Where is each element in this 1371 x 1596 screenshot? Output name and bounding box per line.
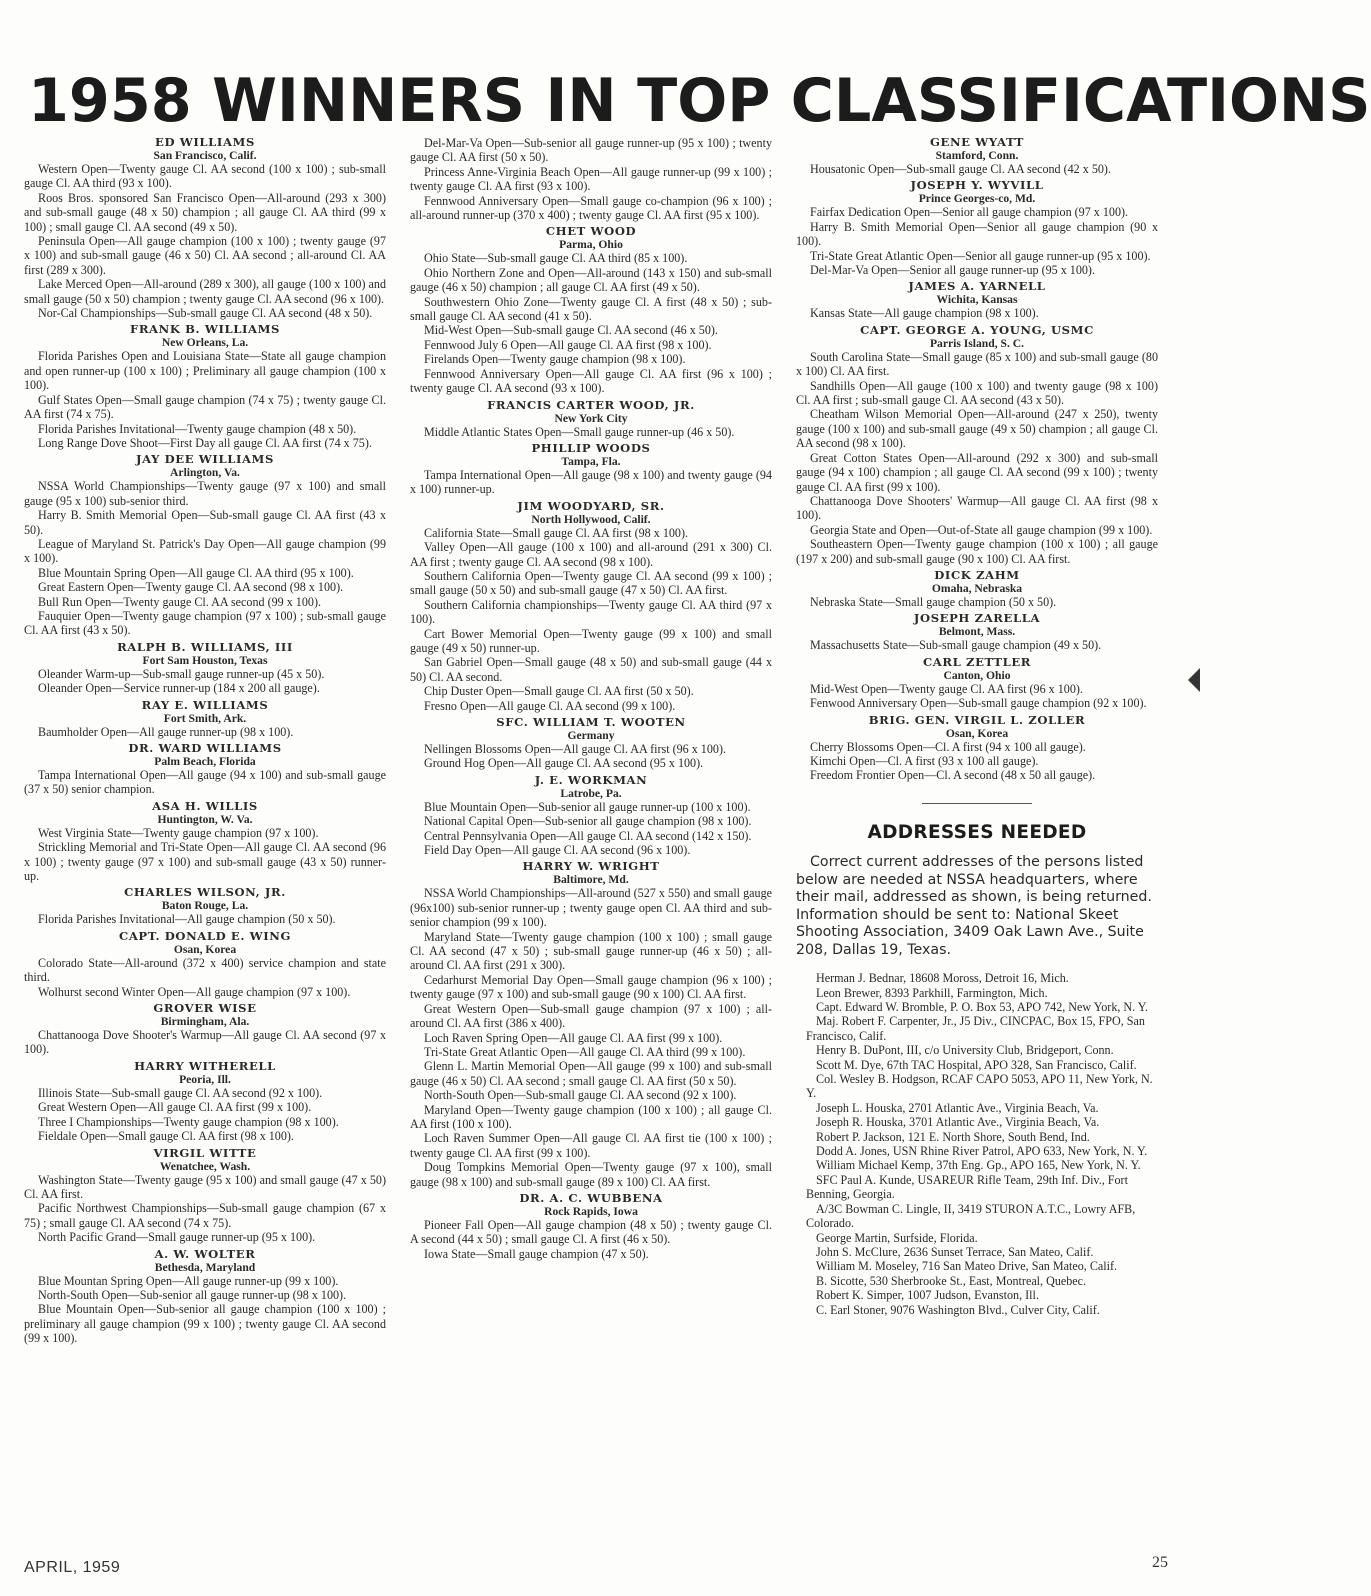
- winner-name: RAY E. WILLIAMS: [141, 697, 269, 712]
- winner-entry: [24, 136, 386, 320]
- winner-entry: [24, 930, 386, 999]
- event-result: Del-Mar-Va Open—Sub-senior all gauge runner-up (95 x 100) ; twenty gauge Cl. AA first (50 x 50).: [410, 136, 772, 165]
- event-result: Ohio State—Sub-small gauge Cl. AA third (85 x 100).: [424, 251, 688, 266]
- address-item: Capt. Edward W. Bromble, P. O. Box 53, APO 742, New York, N. Y.: [816, 1000, 1148, 1014]
- winner-entry: [410, 860, 772, 1189]
- event-result: Ohio Northern Zone and Open—All-around (143 x 150) and sub-small gauge (46 x 50) champion ; all gauge Cl. AA first (49 x 50).: [410, 265, 772, 295]
- winner-name: ASA H. WILLIS: [152, 798, 258, 813]
- winner-location: Wenatchee, Wash.: [159, 1159, 251, 1173]
- column-1: [24, 136, 386, 1349]
- event-result: Tri-State Great Atlantic Open—All gauge Cl. AA third (99 x 100).: [424, 1044, 746, 1059]
- winner-entry: [24, 1248, 386, 1346]
- winner-entry: [796, 179, 1158, 277]
- winner-entry: [796, 136, 1158, 176]
- address-item: Herman J. Bednar, 18608 Moross, Detroit 16, Mich.: [816, 971, 1069, 986]
- event-result: Great Western Open—All gauge Cl. AA first (99 x 100).: [38, 1100, 312, 1115]
- event-result: Harry B. Smith Memorial Open—Senior all gauge champion (90 x 100).: [796, 219, 1158, 249]
- event-result: Sandhills Open—All gauge (100 x 100) and twenty gauge (98 x 100) Cl. AA first ; sub-small gauge Cl. AA second (43 x 50).: [796, 378, 1158, 408]
- event-result: Oleander Warm-up—Sub-small gauge runner-up (45 x 50).: [38, 666, 325, 681]
- winner-name: ED WILLIAMS: [155, 135, 255, 149]
- winner-entry: [796, 569, 1158, 609]
- event-result: Massachusetts State—Sub-small gauge champion (49 x 50).: [810, 638, 1102, 653]
- issue-date: APRIL, 1959: [24, 1559, 121, 1576]
- winner-location: Osan, Korea: [945, 726, 1009, 740]
- event-result: Field Day Open—All gauge Cl. AA second (96 x 100).: [424, 843, 691, 858]
- event-result: Cedarhurst Memorial Day Open—Small gauge champion (96 x 100) ; twenty gauge (97 x 100) and sub-small gauge (90 x 100) Cl. AA first.: [410, 972, 772, 1002]
- winner-name: FRANK B. WILLIAMS: [129, 322, 280, 337]
- winner-name: CARL ZETTLER: [922, 654, 1031, 669]
- winner-location: Bethesda, Maryland: [154, 1260, 256, 1274]
- winner-entry: [796, 612, 1158, 652]
- event-result: Bull Run Open—Twenty gauge Cl. AA second (99 x 100).: [38, 594, 321, 609]
- event-result: Chip Duster Open—Small gauge Cl. AA first (50 x 50).: [424, 684, 694, 699]
- winner-entry: [410, 442, 772, 497]
- winner-entry: [410, 774, 772, 858]
- winner-name: BRIG. GEN. VIRGIL L. ZOLLER: [868, 712, 1086, 727]
- winner-name: CHET WOOD: [545, 224, 637, 239]
- winner-entry: [24, 1147, 386, 1245]
- winner-entry: [24, 886, 386, 926]
- winner-location: Rock Rapids, Iowa: [544, 1204, 638, 1218]
- winner-location: Latrobe, Pa.: [560, 786, 622, 800]
- event-result: Great Western Open—Sub-small gauge champion (97 x 100) ; all-around Cl. AA first (386 x 400).: [410, 1001, 772, 1031]
- event-result: Tampa International Open—All gauge (98 x 100) and twenty gauge (94 x 100) runner-up.: [410, 467, 772, 497]
- event-result: Fauquier Open—Twenty gauge champion (97 x 100) ; sub-small gauge Cl. AA first (43 x 50).: [24, 608, 386, 638]
- event-result: Kimchi Open—Cl. A first (93 x 100 all gauge).: [810, 753, 1039, 768]
- event-result: Long Range Dove Shoot—First Day all gauge Cl. AA first (74 x 75).: [38, 435, 372, 450]
- winner-location: Osan, Korea: [173, 942, 237, 956]
- address-item: Leon Brewer, 8393 Parkhill, Farmington, Mich.: [816, 985, 1048, 1000]
- winner-entry: [410, 399, 772, 439]
- event-result: Great Eastern Open—Twenty gauge Cl. AA second (98 x 100).: [38, 580, 344, 595]
- event-result: Ground Hog Open—All gauge Cl. AA second (95 x 100).: [424, 756, 704, 771]
- address-item: C. Earl Stoner, 9076 Washington Blvd., Culver City, Calif.: [816, 1302, 1100, 1317]
- address-item: Dodd A. Jones, USN Rhine River Patrol, APO 633, New York, N. Y.: [816, 1144, 1148, 1159]
- event-result: Kansas State—All gauge champion (98 x 100).: [810, 306, 1039, 321]
- event-result: Southern California championships—Twenty gauge Cl. AA third (97 x 100).: [410, 597, 772, 627]
- winner-name: DICK ZAHM: [934, 567, 1020, 582]
- winner-location: Stamford, Conn.: [935, 149, 1019, 162]
- event-result: Peninsula Open—All gauge champion (100 x 100) ; twenty gauge (97 x 100) and sub-small gauge (46 x 50) Cl. AA second ; all-around Cl. AA first (289 x 300).: [24, 234, 386, 277]
- winner-name: CHARLES WILSON, JR.: [124, 885, 286, 900]
- event-result: NSSA World Championships—Twenty gauge (97 x 100) and small gauge (95 x 100) sub-senior third.: [24, 479, 386, 508]
- winner-location: Baton Rouge, La.: [161, 899, 249, 913]
- event-result: Central Pennsylvania Open—All gauge Cl. AA second (142 x 150).: [424, 828, 752, 843]
- event-result: Princess Anne-Virginia Beach Open—All gauge runner-up (99 x 100) ; twenty gauge Cl. AA first (93 x 100).: [410, 164, 772, 194]
- event-result: Wolhurst second Winter Open—All gauge champion (97 x 100).: [38, 984, 351, 999]
- divider: [922, 803, 1032, 804]
- event-result: Pacific Northwest Championships—Sub-small gauge champion (67 x 75) ; small gauge Cl. AA second (74 x 75).: [24, 1201, 386, 1230]
- event-result: Fennwood Anniversary Open—All gauge Cl. AA first (96 x 100) ; twenty gauge Cl. AA second (93 x 100).: [410, 366, 772, 396]
- winner-entry: [410, 136, 772, 222]
- address-item: Joseph L. Houska, 2701 Atlantic Ave., Virginia Beach, Va.: [816, 1100, 1099, 1115]
- event-result: Mid-West Open—Sub-small gauge Cl. AA second (46 x 50).: [424, 323, 718, 338]
- event-result: Colorado State—All-around (372 x 400) service champion and state third.: [24, 955, 386, 985]
- winner-name: CAPT. DONALD E. WING: [119, 928, 291, 943]
- event-result: South Carolina State—Small gauge (85 x 100) and sub-small gauge (80 x 100) Cl. AA first.: [796, 349, 1158, 379]
- event-result: Blue Mountain Spring Open—All gauge Cl. AA third (95 x 100).: [38, 565, 354, 580]
- winner-name: JAY DEE WILLIAMS: [136, 452, 274, 467]
- winner-name: A. W. WOLTER: [154, 1246, 256, 1261]
- winner-entry: [24, 453, 386, 637]
- address-item: William M. Moseley, 716 San Mateo Drive, San Mateo, Calif.: [816, 1259, 1118, 1274]
- winner-entry: [24, 742, 386, 797]
- winner-name: GROVER WISE: [153, 1001, 257, 1016]
- winner-location: Parma, Ohio: [559, 238, 623, 252]
- winner-name: JAMES A. YARNELL: [908, 279, 1046, 294]
- address-item: B. Sicotte, 530 Sherbrooke St., East, Montreal, Quebec.: [816, 1273, 1087, 1288]
- winner-entry: [410, 225, 772, 395]
- winner-location: Canton, Ohio: [943, 668, 1011, 682]
- winner-location: Belmont, Mass.: [938, 625, 1016, 639]
- winner-name: VIRGIL WITTE: [153, 1145, 257, 1160]
- winner-entry: [24, 1002, 386, 1057]
- event-result: Chattanooga Dove Shooter's Warmup—All gauge Cl. AA second (97 x 100).: [24, 1028, 386, 1057]
- column-3: [796, 136, 1158, 1317]
- addresses-intro: Correct current addresses of the persons listed below are needed at NSSA headquarters, where their mail, addressed as shown, is being returned. Information should be sent to: National Skeet Shooting Association, 3409 Oak Lawn Ave., Suite 208, Dallas 19, Texas.: [796, 854, 1152, 958]
- event-result: Loch Raven Summer Open—All gauge Cl. AA first tie (100 x 100) ; twenty gauge Cl. AA first (99 x 100).: [410, 1131, 772, 1160]
- winner-entry: [24, 800, 386, 884]
- address-item: Joseph R. Houska, 3701 Atlantic Ave., Virginia Beach, Va.: [816, 1115, 1100, 1130]
- event-result: Blue Mountan Spring Open—All gauge runner-up (99 x 100).: [38, 1273, 339, 1288]
- event-result: Florida Parishes Invitational—All gauge champion (50 x 50).: [38, 912, 336, 927]
- address-item: SFC Paul A. Kunde, USAREUR Rifle Team, 29th Inf. Div., Fort Benning, Georgia.: [806, 1172, 1128, 1202]
- winner-location: New Orleans, La.: [161, 336, 249, 350]
- event-result: Chattanooga Dove Shooters' Warmup—All gauge Cl. AA first (98 x 100).: [796, 493, 1158, 523]
- winner-name: FRANCIS CARTER WOOD, JR.: [487, 397, 695, 412]
- event-result: San Gabriel Open—Small gauge (48 x 50) and sub-small gauge (44 x 50) Cl. AA second.: [410, 655, 772, 684]
- winner-name: GENE WYATT: [930, 135, 1024, 149]
- event-result: West Virginia State—Twenty gauge champion (97 x 100).: [38, 825, 319, 840]
- address-item: Maj. Robert F. Carpenter, Jr., J5 Div., CINCPAC, Box 15, FPO, San Francisco, Calif.: [806, 1014, 1145, 1043]
- winner-name: HARRY W. WRIGHT: [522, 859, 660, 874]
- event-result: Doug Tompkins Memorial Open—Twenty gauge (97 x 100), small gauge (98 x 100) and sub-small gauge (89 x 100) Cl. AA first.: [410, 1160, 772, 1189]
- event-result: Mid-West Open—Twenty gauge Cl. AA first (96 x 100).: [810, 681, 1083, 696]
- event-result: Freedom Frontier Open—Cl. A second (48 x 50 all gauge).: [810, 768, 1096, 783]
- winner-location: Fort Sam Houston, Texas: [142, 653, 268, 667]
- event-result: Middle Atlantic States Open—Small gauge runner-up (46 x 50).: [424, 424, 735, 439]
- event-result: North-South Open—Sub-senior all gauge runner-up (98 x 100).: [38, 1287, 347, 1302]
- winner-location: Baltimore, Md.: [553, 873, 629, 887]
- winner-entry: [796, 324, 1158, 566]
- event-result: Great Cotton States Open—All-around (292 x 300) and sub-small gauge (94 x 100) champion ; all gauge Cl. AA second (99 x 100) ; twenty gauge Cl. AA first (99 x 100).: [796, 450, 1158, 494]
- event-result: National Capital Open—Sub-senior all gauge champion (98 x 100).: [424, 814, 752, 829]
- event-result: Lake Merced Open—All-around (289 x 300), all gauge (100 x 100) and small gauge (50 x 50) champion ; twenty gauge Cl. AA second (96 x 100).: [24, 277, 386, 306]
- event-result: Gulf States Open—Small gauge champion (74 x 75) ; twenty gauge Cl. AA first (74 x 75).: [24, 392, 386, 422]
- address-item: Scott M. Dye, 67th TAC Hospital, APO 328, San Francisco, Calif.: [816, 1057, 1137, 1072]
- address-item: A/3C Bowman C. Lingle, II, 3419 STURON A.T.C., Lowry AFB, Colorado.: [806, 1201, 1136, 1231]
- winner-name: SFC. WILLIAM T. WOOTEN: [496, 715, 686, 729]
- page-title: 1958 WINNERS IN TOP CLASSIFICATIONS: [28, 66, 1371, 136]
- winner-location: Fort Smith, Ark.: [163, 711, 247, 725]
- event-result: Florida Parishes Open and Louisiana State—State all gauge champion and open runner-up (100 x 100) ; Preliminary all gauge champion (100 x 100).: [24, 349, 386, 393]
- address-item: Henry B. DuPont, III, c/o University Club, Bridgeport, Conn.: [816, 1043, 1114, 1058]
- event-result: Strickling Memorial and Tri-State Open—All gauge Cl. AA second (96 x 100) ; twenty gauge (97 x 100) and sub-small gauge (43 x 50) runner-up.: [24, 840, 386, 884]
- event-result: Maryland State—Twenty gauge champion (100 x 100) ; small gauge Cl. AA second (47 x 50) ; sub-small gauge runner-up (46 x 50) ; all-around Cl. AA first (291 x 300).: [410, 929, 772, 973]
- event-result: Maryland Open—Twenty gauge champion (100 x 100) ; all gauge Cl. AA first (100 x 100).: [410, 1102, 772, 1131]
- event-result: Cherry Blossoms Open—Cl. A first (94 x 100 all gauge).: [810, 739, 1086, 754]
- event-result: Nellingen Blossoms Open—All gauge Cl. AA first (96 x 100).: [424, 742, 726, 756]
- winner-name: RALPH B. WILLIAMS, III: [117, 639, 293, 654]
- event-result: Three I Championships—Twenty gauge champion (98 x 100).: [38, 1114, 339, 1129]
- event-result: Iowa State—Small gauge champion (47 x 50).: [424, 1246, 649, 1261]
- event-result: Housatonic Open—Sub-small gauge Cl. AA second (42 x 50).: [810, 162, 1111, 176]
- winner-name: JOSEPH ZARELLA: [913, 611, 1041, 626]
- winner-name: JOSEPH Y. WYVILL: [910, 178, 1044, 193]
- winner-location: North Hollywood, Calif.: [531, 512, 651, 526]
- winner-location: Parris Island, S. C.: [929, 336, 1025, 350]
- winner-name: PHILLIP WOODS: [531, 440, 651, 455]
- event-result: Florida Parishes Invitational—Twenty gauge champion (48 x 50).: [38, 421, 357, 436]
- page-number: 25: [1152, 1554, 1168, 1571]
- event-result: Del-Mar-Va Open—Senior all gauge runner-up (95 x 100).: [810, 263, 1095, 278]
- event-result: Washington State—Twenty gauge (95 x 100) and small gauge (47 x 50) Cl. AA first.: [24, 1172, 386, 1201]
- winner-name: HARRY WITHERELL: [134, 1058, 276, 1073]
- event-result: Southern California Open—Twenty gauge Cl. AA second (99 x 100) ; small gauge (50 x 50) and sub-small gauge (47 x 50) Cl. AA first.: [410, 568, 772, 598]
- event-result: Georgia State and Open—Out-of-State all gauge champion (99 x 100).: [810, 522, 1153, 537]
- winner-location: New York City: [554, 411, 628, 425]
- event-result: Nor-Cal Championships—Sub-small gauge Cl. AA second (48 x 50).: [38, 306, 373, 321]
- event-result: League of Maryland St. Patrick's Day Open—All gauge champion (99 x 100).: [24, 536, 386, 566]
- winner-location: Huntington, W. Va.: [157, 812, 253, 826]
- event-result: Tri-State Great Atlantic Open—Senior all gauge runner-up (95 x 100).: [810, 248, 1151, 263]
- addresses-heading: ADDRESSES NEEDED: [867, 821, 1087, 843]
- event-result: Fenwood Anniversary Open—Sub-small gauge champion (92 x 100).: [810, 696, 1147, 711]
- winner-name: JIM WOODYARD, SR.: [517, 498, 665, 513]
- winner-name: DR. A. C. WUBBENA: [519, 1190, 663, 1205]
- event-result: Harry B. Smith Memorial Open—Sub-small gauge Cl. AA first (43 x 50).: [24, 508, 386, 537]
- event-result: Loch Raven Spring Open—All gauge Cl. AA first (99 x 100).: [424, 1030, 723, 1045]
- event-result: Illinois State—Sub-small gauge Cl. AA second (92 x 100).: [38, 1085, 323, 1100]
- event-result: North Pacific Grand—Small gauge runner-up (95 x 100).: [38, 1230, 316, 1245]
- event-result: Southeastern Open—Twenty gauge champion (100 x 100) ; all gauge (197 x 200) and sub-small gauge (90 x 100) Cl. AA first.: [796, 537, 1158, 566]
- event-result: Roos Bros. sponsored San Francisco Open—All-around (293 x 300) and sub-small gauge (48 x 50) champion ; all gauge Cl. AA third (99 x 100) ; small gauge Cl. AA second (49 x 50).: [24, 190, 386, 234]
- event-result: Fairfax Dedication Open—Senior all gauge champion (97 x 100).: [810, 205, 1129, 220]
- event-result: Nebraska State—Small gauge champion (50 x 50).: [810, 594, 1057, 609]
- address-item: George Martin, Surfside, Florida.: [816, 1230, 978, 1245]
- event-result: Glenn L. Martin Memorial Open—All gauge (99 x 100) and sub-small gauge (46 x 50) Cl. AA second ; small gauge Cl. AA first (50 x 50).: [410, 1059, 772, 1088]
- event-result: Fennwood July 6 Open—All gauge Cl. AA first (98 x 100).: [424, 337, 712, 352]
- winner-name: DR. WARD WILLIAMS: [128, 741, 282, 755]
- winner-entry: [24, 1060, 386, 1144]
- address-item: Col. Wesley B. Hodgson, RCAF CAPO 5053, APO 11, New York, N. Y.: [806, 1072, 1153, 1101]
- address-item: John S. McClure, 2636 Sunset Terrace, San Mateo, Calif.: [816, 1244, 1094, 1259]
- event-result: Oleander Open—Service runner-up (184 x 200 all gauge).: [38, 681, 320, 696]
- address-item: Robert P. Jackson, 121 E. North Shore, South Bend, Ind.: [816, 1129, 1090, 1144]
- event-result: NSSA World Championships—All-around (527 x 550) and small gauge (96x100) sub-senior runner-up ; twenty gauge open Cl. AA third and sub-senior champion (99 x 100).: [410, 886, 772, 930]
- event-result: Cheatham Wilson Memorial Open—All-around (247 x 250), twenty gauge (100 x 100) and sub-small gauge (49 x 50) champion ; all gauge Cl. AA second (98 x 100).: [796, 407, 1158, 451]
- winner-entry: [796, 714, 1158, 783]
- event-result: Fresno Open—All gauge Cl. AA second (99 x 100).: [424, 698, 676, 713]
- event-result: Fennwood Anniversary Open—Small gauge co-champion (96 x 100) ; all-around runner-up (370 x 400) ; twenty gauge Cl. AA first (95 x 100).: [410, 193, 772, 223]
- event-result: Southwestern Ohio Zone—Twenty gauge Cl. A first (48 x 50) ; sub-small gauge Cl. AA second (41 x 50).: [410, 294, 772, 324]
- event-result: Western Open—Twenty gauge Cl. AA second (100 x 100) ; sub-small gauge Cl. AA third (93 x 100).: [24, 162, 386, 191]
- winner-entry: [24, 323, 386, 450]
- column-2: [410, 136, 772, 1264]
- winner-entry: [24, 699, 386, 739]
- winner-location: Germany: [567, 729, 615, 742]
- winner-entry: [410, 716, 772, 771]
- winner-location: Palm Beach, Florida: [154, 755, 256, 768]
- winner-location: Arlington, Va.: [170, 466, 240, 480]
- winner-location: Prince Georges-co, Md.: [918, 192, 1036, 206]
- event-result: Valley Open—All gauge (100 x 100) and all-around (291 x 300) Cl. AA first ; twenty gauge Cl. AA second (98 x 100).: [410, 540, 772, 569]
- page-edge-marker: [1188, 668, 1200, 692]
- winner-entry: [796, 280, 1158, 320]
- event-result: Blue Mountain Open—Sub-senior all gauge champion (100 x 100) ; preliminary all gauge champion (99 x 100) ; twenty gauge Cl. AA second (99 x 100).: [24, 1302, 386, 1346]
- winner-name: J. E. WORKMAN: [534, 772, 648, 787]
- winner-location: Tampa, Fla.: [561, 454, 621, 468]
- event-result: California State—Small gauge Cl. AA first (98 x 100).: [424, 525, 689, 540]
- event-result: Baumholder Open—All gauge runner-up (98 x 100).: [38, 724, 294, 739]
- address-item: William Michael Kemp, 37th Eng. Gp., APO 165, New York, N. Y.: [816, 1158, 1141, 1173]
- winner-entry: [796, 656, 1158, 711]
- winner-entry: [410, 1192, 772, 1261]
- winner-location: Birmingham, Ala.: [160, 1015, 250, 1029]
- event-result: North-South Open—Sub-small gauge Cl. AA second (92 x 100).: [424, 1088, 737, 1103]
- event-result: Cart Bower Memorial Open—Twenty gauge (99 x 100) and small gauge (49 x 50) runner-up.: [410, 626, 772, 655]
- addresses-list: [796, 971, 1158, 1317]
- event-result: Fieldale Open—Small gauge Cl. AA first (98 x 100).: [38, 1129, 294, 1144]
- address-item: Robert K. Simper, 1007 Judson, Evanston, Ill.: [816, 1288, 1039, 1303]
- event-result: Tampa International Open—All gauge (94 x 100) and sub-small gauge (37 x 50) senior champion.: [24, 768, 386, 797]
- winner-location: Omaha, Nebraska: [931, 581, 1023, 595]
- winner-entry: [24, 641, 386, 696]
- column-3-entries: [796, 136, 1158, 783]
- event-result: Blue Mountain Open—Sub-senior all gauge runner-up (100 x 100).: [424, 799, 751, 814]
- event-result: Pioneer Fall Open—All gauge champion (48 x 50) ; twenty gauge Cl. A second (44 x 50) ; small gauge Cl. A first (46 x 50).: [410, 1217, 772, 1247]
- winner-location: Peoria, Ill.: [179, 1072, 231, 1086]
- winner-name: CAPT. GEORGE A. YOUNG, USMC: [860, 322, 1094, 337]
- winner-location: Wichita, Kansas: [936, 293, 1018, 307]
- winner-entry: [410, 500, 772, 713]
- event-result: Firelands Open—Twenty gauge champion (98 x 100).: [424, 352, 686, 367]
- winner-location: San Francisco, Calif.: [153, 149, 257, 162]
